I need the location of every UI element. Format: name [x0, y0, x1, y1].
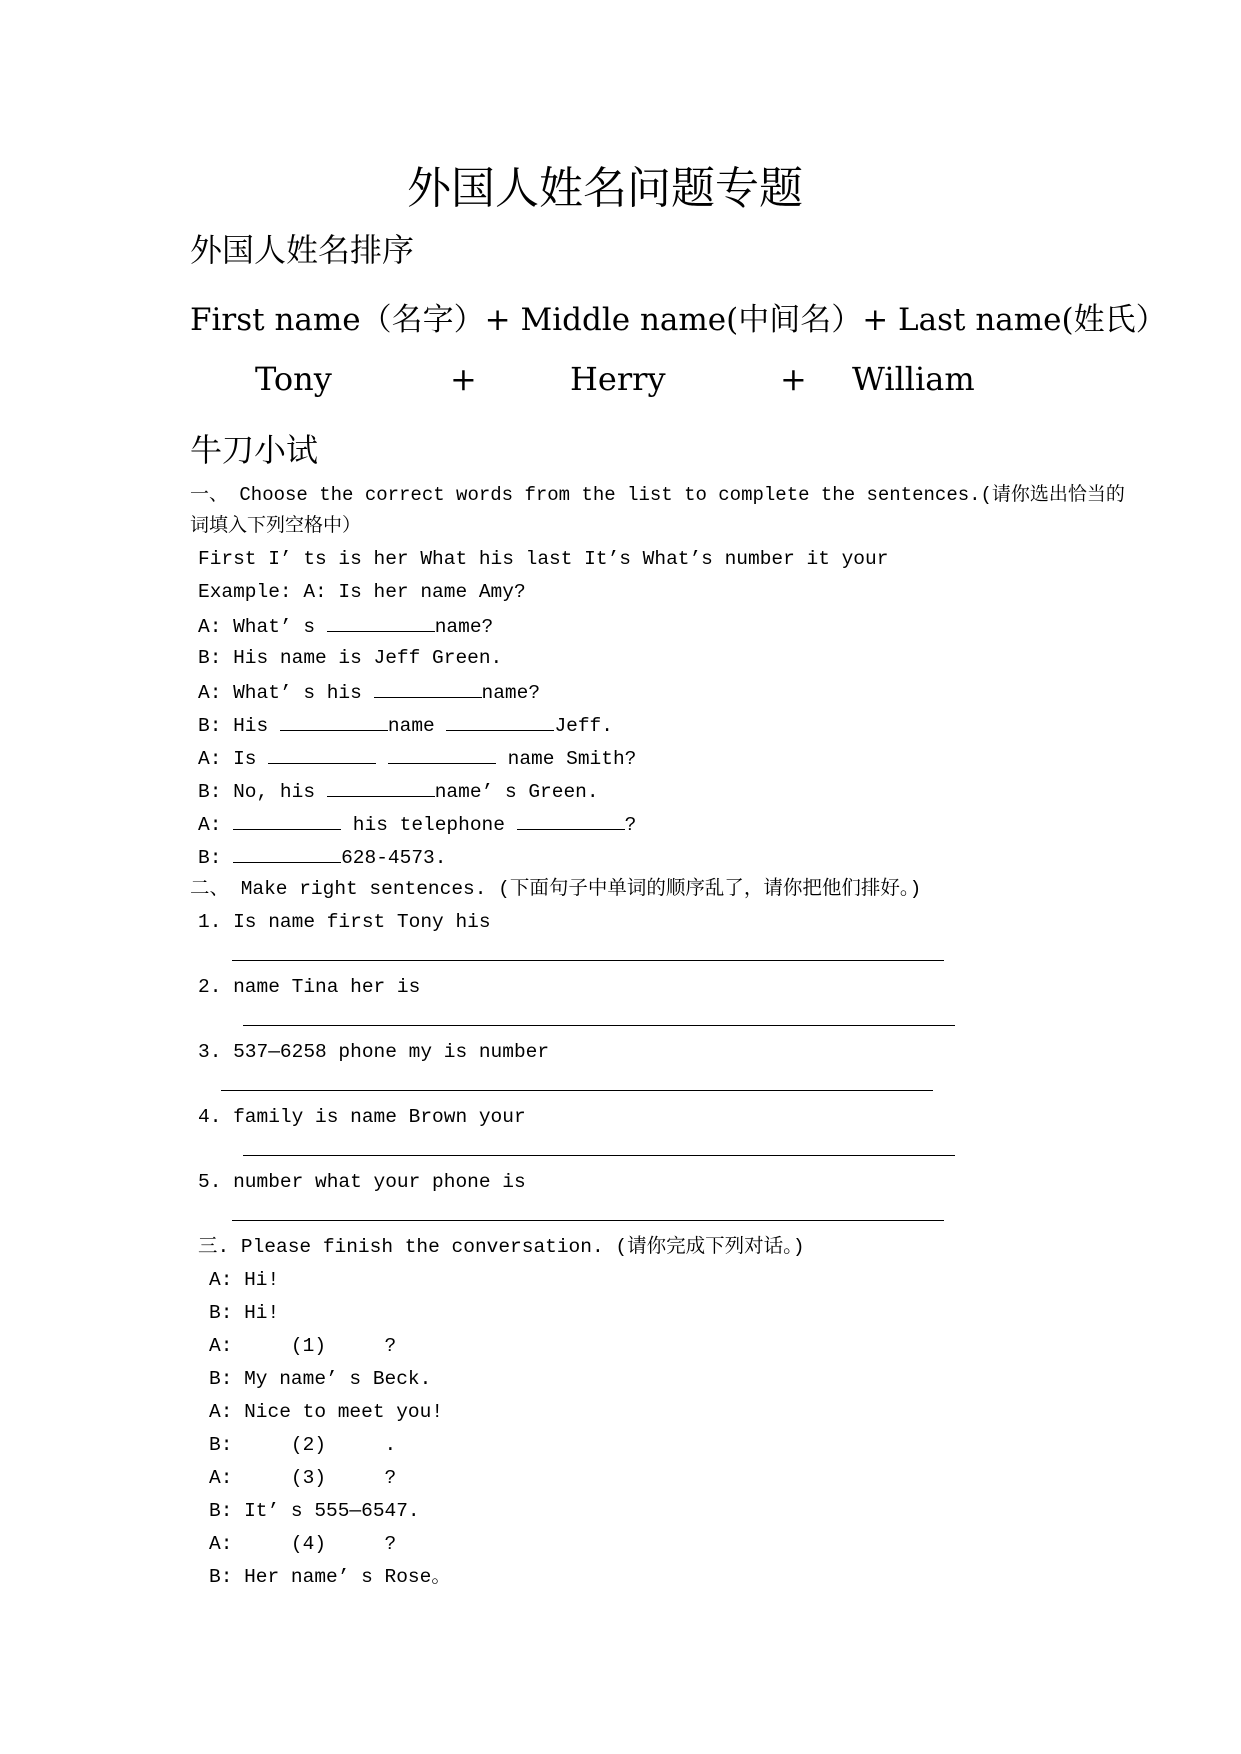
answer-blank[interactable]	[327, 613, 435, 632]
dialogue-line: B: It’ s 555—6547.	[209, 1500, 420, 1522]
exercise-line: A: What’ s name?	[198, 613, 493, 639]
name-order-heading: 外国人姓名排序	[190, 231, 415, 269]
dialogue-line: B: (2) .	[209, 1434, 397, 1456]
exercise-line: A: his telephone ?	[198, 811, 636, 837]
exercise-line: B: His name Jeff.	[198, 712, 613, 738]
example-first-name: Tony	[255, 360, 332, 398]
dialogue-line: B: My name’ s Beck.	[209, 1368, 432, 1390]
answer-blank[interactable]	[268, 745, 376, 764]
answer-blank[interactable]	[517, 811, 625, 830]
part1-instruction: 一、 Choose the correct words from the list to complete the sentences.(请你选出恰当的	[190, 484, 1125, 506]
answer-blank[interactable]	[374, 679, 482, 698]
scrambled-sentence: 4. family is name Brown your	[198, 1106, 526, 1128]
example-last-name: William	[852, 360, 975, 398]
dialogue-line: A: (3) ?	[209, 1467, 397, 1489]
answer-blank[interactable]	[327, 778, 435, 797]
dialogue-line: A: Nice to meet you!	[209, 1401, 444, 1423]
exercise-line: A: What’ s his name?	[198, 679, 540, 705]
example-sentence: Example: A: Is her name Amy?	[198, 581, 526, 603]
exercise-line: B: 628-4573.	[198, 844, 446, 870]
part3-instruction: 三. Please finish the conversation. (请你完成下列对话。)	[198, 1236, 805, 1258]
answer-blank[interactable]	[388, 745, 496, 764]
scrambled-sentence: 5. number what your phone is	[198, 1171, 526, 1193]
scrambled-sentence: 3. 537—6258 phone my is number	[198, 1041, 550, 1063]
answer-line[interactable]	[221, 1090, 933, 1091]
scrambled-sentence: 1. Is name first Tony his	[198, 911, 491, 933]
answer-blank[interactable]	[446, 712, 554, 731]
exercise-line: B: No, his name’ s Green.	[198, 778, 599, 804]
plus-sign: +	[450, 360, 477, 398]
answer-line[interactable]	[232, 960, 944, 961]
word-list: First I’ ts is her What his last It’s What’s number it your	[198, 548, 889, 570]
scrambled-sentence: 2. name Tina her is	[198, 976, 421, 998]
answer-blank[interactable]	[233, 811, 341, 830]
answer-line[interactable]	[243, 1025, 955, 1026]
name-order-formula: First name（名字）+ Middle name(中间名）+ Last name(姓氏）	[190, 302, 1167, 338]
dialogue-line: B: Her name’ s Rose。	[209, 1566, 451, 1588]
dialogue-line: A: Hi!	[209, 1269, 280, 1291]
dialogue-line: B: Hi!	[209, 1302, 280, 1324]
example-middle-name: Herry	[570, 360, 666, 398]
answer-blank[interactable]	[280, 712, 388, 731]
answer-blank[interactable]	[233, 844, 341, 863]
part2-instruction: 二、 Make right sentences. (下面句子中单词的顺序乱了，请你把他们排好。)	[190, 878, 922, 900]
dialogue-line: A: (4) ?	[209, 1533, 397, 1555]
dialogue-line: A: (1) ?	[209, 1335, 397, 1357]
exercise-line: A: Is name Smith?	[198, 745, 636, 771]
test-heading: 牛刀小试	[190, 431, 319, 469]
exercise-line: B: His name is Jeff Green.	[198, 647, 503, 669]
answer-line[interactable]	[243, 1155, 955, 1156]
plus-sign: +	[780, 360, 807, 398]
page-title: 外国人姓名问题专题	[407, 163, 803, 214]
part1-instruction-cont: 词填入下列空格中）	[190, 515, 362, 537]
answer-line[interactable]	[232, 1220, 944, 1221]
